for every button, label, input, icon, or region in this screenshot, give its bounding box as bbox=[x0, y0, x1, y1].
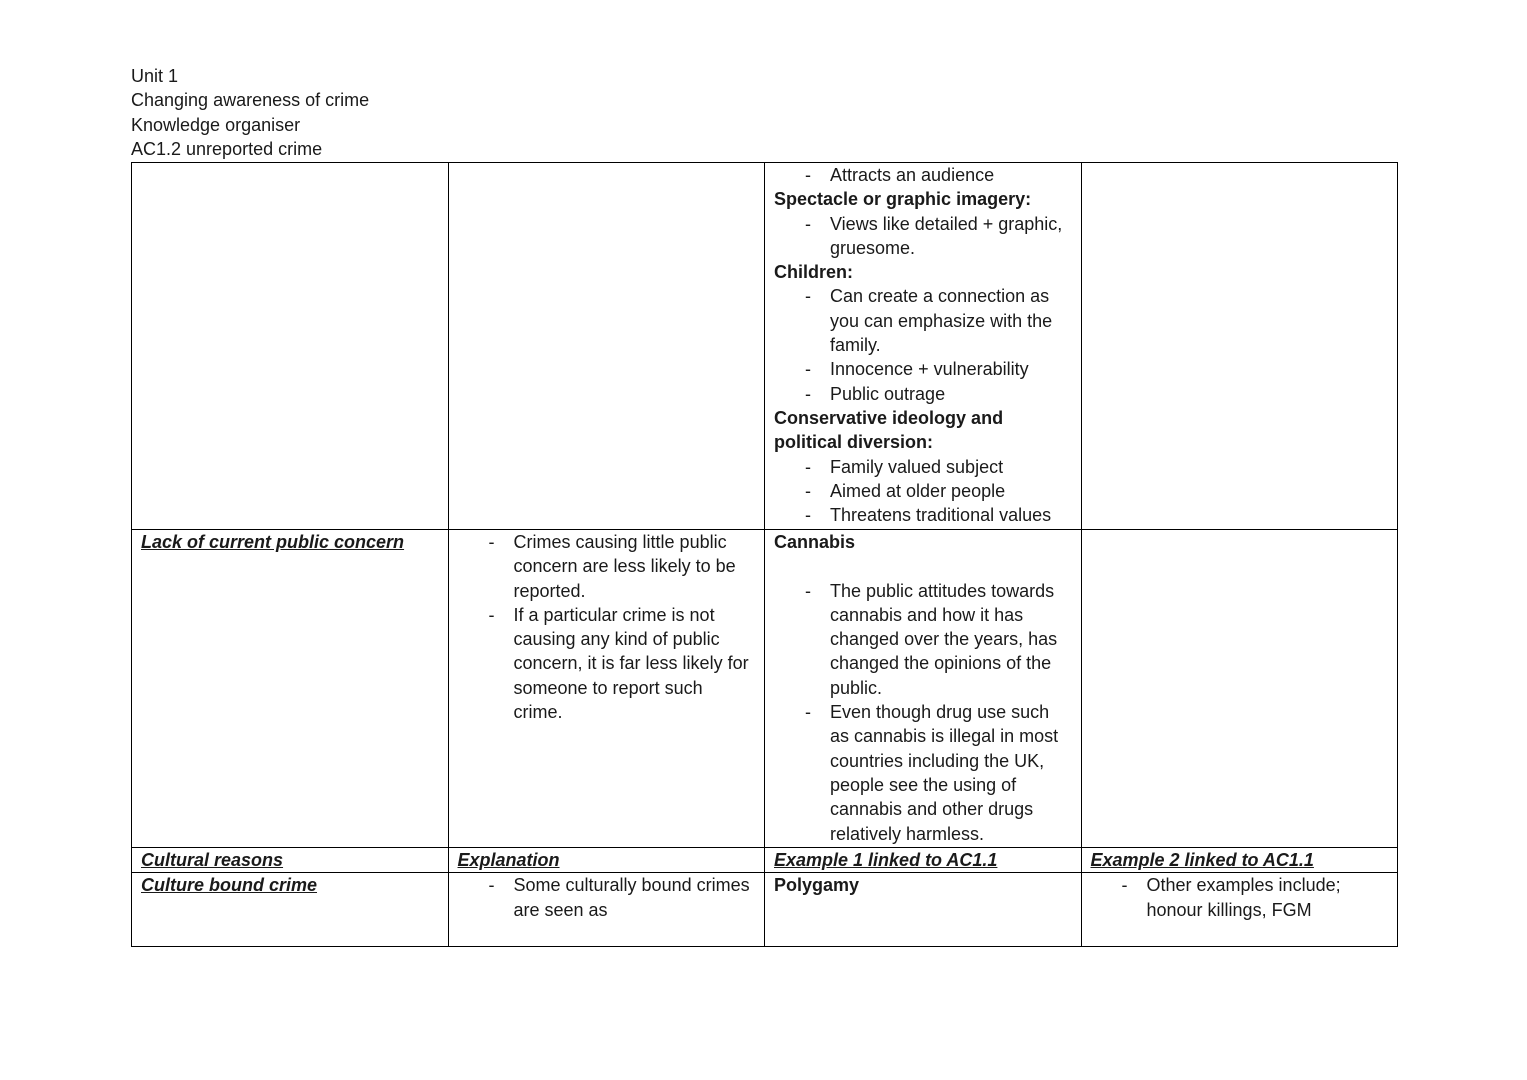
list-item: - The public attitudes towards cannabis and how it has changed over the years, has changed the opinions of the public. bbox=[830, 579, 1073, 700]
list-item: - Attracts an audience bbox=[830, 163, 1073, 187]
table-cell bbox=[132, 848, 449, 873]
example-heading: Polygamy bbox=[774, 875, 860, 896]
bullet-list bbox=[774, 579, 1073, 846]
table-row bbox=[132, 848, 1398, 873]
row-heading: Lack of current public concern bbox=[141, 532, 405, 552]
table-cell bbox=[1081, 873, 1398, 947]
column-header-cultural-reasons: Cultural reasons bbox=[141, 850, 284, 870]
table-row bbox=[132, 163, 1398, 530]
column-header-example-1: Example 1 linked to AC1.1 bbox=[774, 850, 998, 870]
bullet-list bbox=[458, 530, 757, 724]
table-cell bbox=[765, 163, 1082, 530]
table-cell bbox=[1081, 848, 1398, 873]
table-cell bbox=[132, 530, 449, 848]
list-item: - Crimes causing little public concern are less likely to be reported. bbox=[514, 530, 757, 603]
list-item: - Can create a connection as you can emphasize with the family. bbox=[830, 284, 1073, 357]
subheading: Conservative ideology and political diversion: bbox=[774, 407, 1004, 453]
bullet-list bbox=[458, 873, 757, 922]
list-item: - Innocence + vulnerability bbox=[830, 357, 1073, 381]
row-heading: Culture bound crime bbox=[141, 875, 318, 896]
document-type: Knowledge organiser bbox=[131, 114, 301, 135]
table-cell bbox=[448, 848, 765, 873]
subheading: Spectacle or graphic imagery: bbox=[774, 189, 1032, 210]
list-item: - Family valued subject bbox=[830, 455, 1073, 479]
table-cell bbox=[765, 873, 1082, 947]
column-header-explanation: Explanation bbox=[457, 850, 560, 870]
list-item: - Some culturally bound crimes are seen as bbox=[514, 873, 757, 922]
list-item: - If a particular crime is not causing any kind of public concern, it is far less likely for someone to report such crime. bbox=[514, 603, 757, 724]
knowledge-organiser-table bbox=[131, 162, 1398, 947]
topic-title: Changing awareness of crime bbox=[131, 90, 370, 111]
list-item: - Public outrage bbox=[830, 382, 1073, 406]
list-item: - Even though drug use such as cannabis is illegal in most countries including the UK, people see the using of cannabis and other drugs relatively harmless. bbox=[830, 700, 1073, 846]
table-cell bbox=[765, 848, 1082, 873]
column-header-example-2: Example 2 linked to AC1.1 bbox=[1090, 850, 1314, 870]
example-heading: Cannabis bbox=[774, 532, 856, 552]
document-header bbox=[131, 64, 369, 161]
table-cell bbox=[448, 530, 765, 848]
bullet-list bbox=[1091, 873, 1390, 922]
table-cell bbox=[1081, 163, 1398, 530]
table-row bbox=[132, 530, 1398, 848]
list-item: - Threatens traditional values bbox=[830, 503, 1073, 527]
bullet-list bbox=[774, 284, 1073, 405]
bullet-list bbox=[774, 455, 1073, 528]
table-cell bbox=[448, 163, 765, 530]
subheading: Children: bbox=[774, 262, 853, 283]
table-cell bbox=[132, 163, 449, 530]
unit-title: Unit 1 bbox=[131, 66, 179, 86]
table-cell bbox=[448, 873, 765, 947]
table-row bbox=[132, 873, 1398, 947]
table-cell bbox=[1081, 530, 1398, 848]
list-item: - Views like detailed + graphic, gruesome. bbox=[830, 212, 1073, 261]
list-item: - Other examples include; honour killings, FGM bbox=[1147, 873, 1390, 922]
table-cell bbox=[765, 530, 1082, 848]
assessment-criterion: AC1.2 unreported crime bbox=[131, 138, 323, 159]
table-cell bbox=[132, 873, 449, 947]
bullet-list bbox=[774, 212, 1073, 261]
bullet-list bbox=[774, 163, 1073, 187]
blank-line bbox=[774, 554, 1073, 578]
list-item: - Aimed at older people bbox=[830, 479, 1073, 503]
